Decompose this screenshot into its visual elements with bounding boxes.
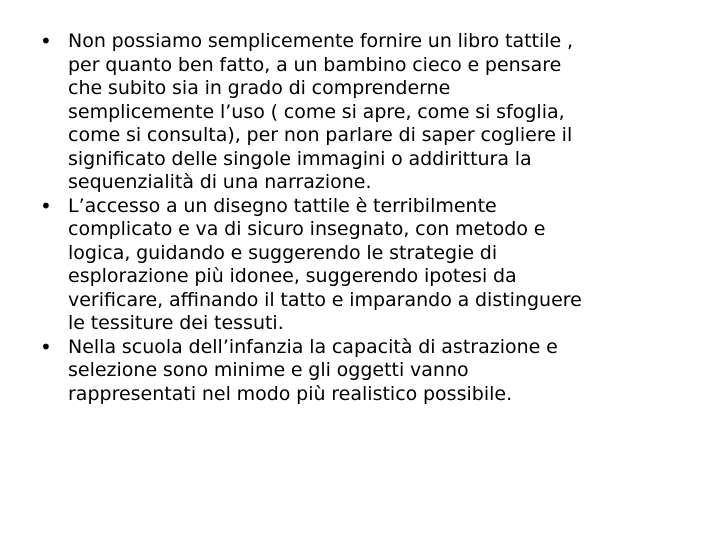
bullet-marker: •: [40, 29, 52, 53]
bullet-item: [40, 195, 680, 336]
bullet-text: Nella scuola dell’infanzia la capacità di astrazione e selezione sono minime e gli oggetti vanno rappresentati nel modo più realistico possibile.: [68, 335, 558, 405]
bullet-item: [40, 336, 680, 407]
bullet-text: Non possiamo semplicemente fornire un libro tattile , per quanto ben fatto, a un bambino cieco e pensare che subito sia in grado di comprenderne semplicemente l’uso ( come si apre, come si sfoglia, come si consulta), per non parlare di saper cogliere il significato delle singole immagini o addirittura la sequenzialità di una narrazione.: [68, 30, 574, 193]
bullet-marker: •: [40, 334, 52, 359]
bullet-marker: •: [40, 193, 52, 218]
bullet-item: [40, 30, 680, 195]
bullet-text: L’accesso a un disegno tattile è terribilmente complicato e va di sicuro insegnato, con metodo e logica, guidando e suggerendo le strategie di esplorazione più idonee, suggerendo ipotesi da verificare, affinando il tatto e imparando a distinguere le tessiture dei tessuti.: [68, 194, 582, 334]
bullet-list: [40, 30, 680, 406]
